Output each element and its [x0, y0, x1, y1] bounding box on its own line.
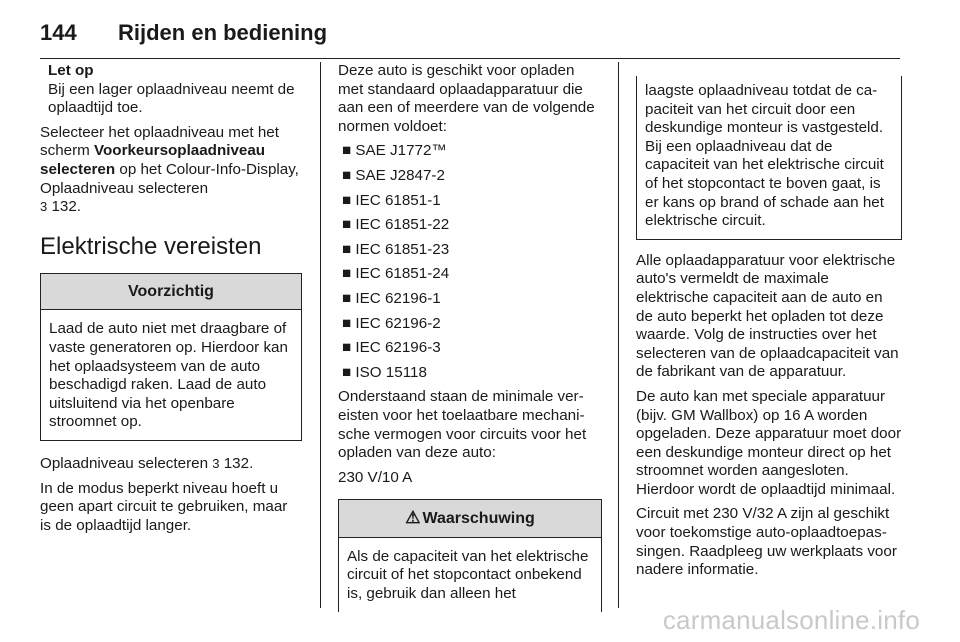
- paragraph-level-ref: Oplaadniveau selecteren 3 132.: [40, 454, 254, 472]
- watermark: carmanualsonline.info: [662, 605, 920, 635]
- voltage-value: 230 V/10 A: [338, 468, 413, 486]
- page-reference[interactable]: 132.: [51, 198, 82, 216]
- column-3: [636, 62, 902, 586]
- page-header: [40, 18, 900, 59]
- note-title: Let op: [48, 62, 94, 79]
- caution-title: Voorzichtig: [41, 274, 301, 311]
- caution-box: [40, 273, 302, 441]
- paragraph-32a-circuit: Circuit met 230 V/32 A zijn al geschikt voor toekomstige auto-oplaadtoepassingen. Raadpleeg uw werkplaats voor nadere informatie.: [636, 505, 897, 579]
- warning-icon: ⚠: [405, 508, 421, 528]
- warning-box: [338, 499, 602, 611]
- paragraph-select-level: Selecteer het oplaadniveau met het scherm Voorkeursoplaadniveau selecteren op het Colour-Info-Display, Oplaadniveau selecteren 3 132.: [40, 123, 299, 216]
- list-item: ■ SAE J2847-2: [342, 166, 445, 184]
- caution-body: Laad de auto niet met draagbare of vaste generatoren op. Hierdoor kan het oplaadsysteem van de auto beschadigd raken. Laad de auto uitsluitend via het openbare stroomnet op.: [49, 320, 288, 431]
- column-1: [40, 62, 302, 541]
- list-item: ■ IEC 61851-24: [342, 265, 450, 283]
- column-2: [338, 62, 602, 612]
- warning-box-continued: [636, 76, 902, 240]
- list-item: ■ IEC 61851-23: [342, 240, 450, 258]
- column-divider-1: [320, 62, 321, 608]
- note: [48, 62, 302, 118]
- section-heading: Elektrische vereisten: [40, 232, 262, 260]
- list-item: ■ ISO 15118: [342, 363, 427, 381]
- warning-body-continued: laagste oplaadniveau totdat de capaciteit van het circuit door een deskundige monteur is vastgesteld. Bij een oplaadniveau dat de capaciteit van het elektrische circuit of het stopcontact te boven gaat, is er kans op brand of schade aan het elektrische circuit.: [645, 82, 884, 230]
- paragraph-special-equipment: De auto kan met speciale apparatuur (bijv. GM Wallbox) op 16 A worden opgeladen. Deze apparatuur moet door een deskundige monteur direct op het stroomnet worden aangesloten. Hierdoor wordt de oplaadtijd minimaal.: [636, 387, 902, 498]
- list-item: ■ IEC 62196-1: [342, 289, 441, 307]
- paragraph-standards-intro: Deze auto is geschikt voor opladen met standaard oplaadapparatuur die aan een of meerdere van de volgende normen voldoet:: [338, 62, 595, 135]
- page-reference[interactable]: 132.: [223, 454, 254, 472]
- list-item: ■ IEC 62196-3: [342, 339, 441, 357]
- page-title: Rijden en bediening: [118, 20, 328, 45]
- warning-title: ⚠ Waarschuwing: [339, 500, 601, 538]
- column-divider-2: [618, 62, 619, 608]
- list-item: ■ IEC 62196-2: [342, 314, 441, 332]
- reference-arrow-icon: 3: [40, 199, 48, 215]
- reference-arrow-icon: 3: [212, 455, 220, 471]
- paragraph-max-capacity: Alle oplaadapparatuur voor elektrische auto's vermeldt de maximale elektrische capaciteit aan de auto en de auto beperkt het opladen tot deze waarde. Volg de instructies over het selecteren van de oplaadcapaciteit van de fabrikant van de apparatuur.: [636, 251, 899, 381]
- note-body: Bij een lager oplaadniveau neemt de oplaadtijd toe.: [48, 80, 295, 117]
- list-item: ■ IEC 61851-22: [342, 216, 450, 234]
- standards-list: [338, 142, 602, 382]
- paragraph-limited-mode: In de modus beperkt niveau hoeft u geen apart circuit te gebruiken, maar is de oplaadtijd langer.: [40, 479, 288, 534]
- paragraph-requirements: Onderstaand staan de minimale vereisten voor het toelaatbare mechanische vermogen voor circuits voor het opladen van deze auto:: [338, 388, 587, 462]
- page-number: 144: [40, 20, 77, 45]
- list-item: ■ SAE J1772™: [342, 142, 447, 160]
- list-item: ■ IEC 61851-1: [342, 191, 441, 209]
- warning-body: Als de capaciteit van het elektrische circuit of het stopcontact onbekend is, gebruik dan alleen het: [347, 547, 589, 603]
